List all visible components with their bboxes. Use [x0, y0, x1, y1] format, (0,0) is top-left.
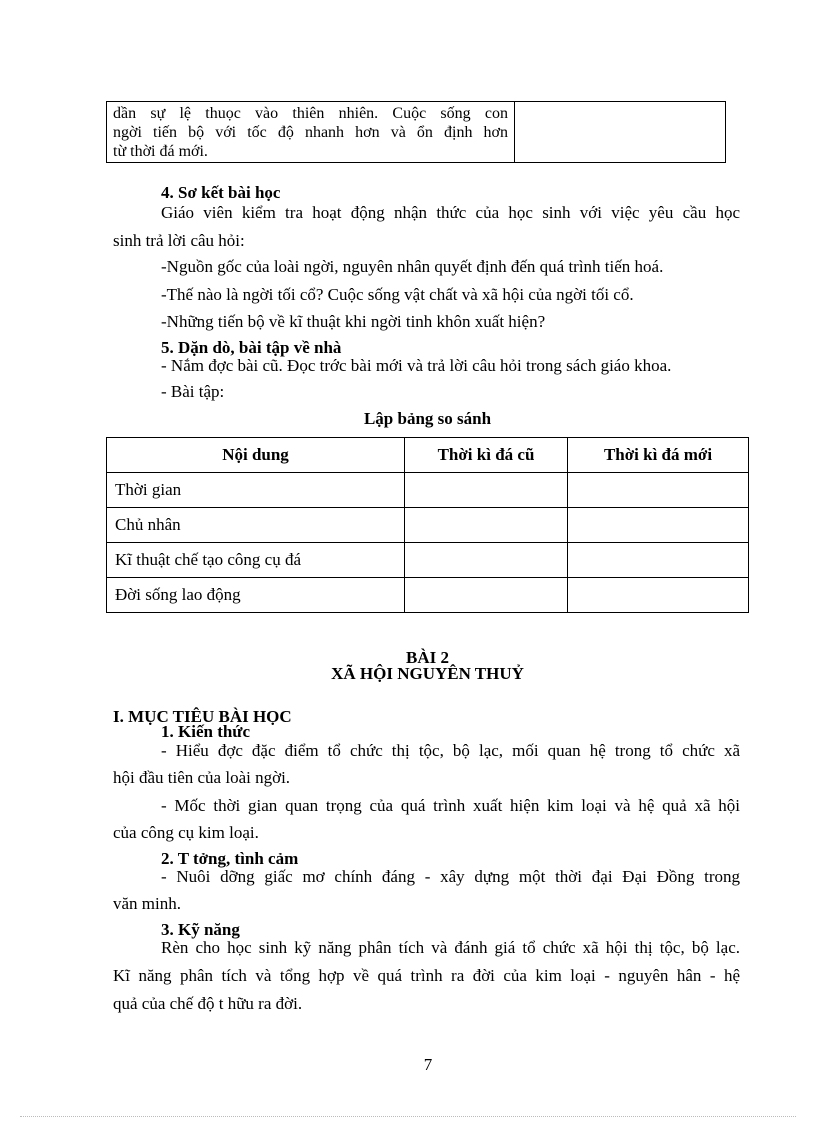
- paragraph-line: Kĩ năng phân tích và tổng hợp về quá trình ra đời của kim loại - nguyên hân - hệ: [113, 966, 740, 985]
- table-row: [107, 543, 749, 578]
- cell-line: ngời tiến bộ với tốc độ nhanh hơn và ổn định hơn: [113, 124, 508, 141]
- section-heading: I. MỤC TIÊU BÀI HỌC: [113, 707, 292, 726]
- table-cell: Đời sống lao động: [107, 578, 405, 613]
- paragraph-line: văn minh.: [113, 894, 181, 913]
- table-cell: [568, 508, 749, 543]
- paragraph-line: Rèn cho học sinh kỹ năng phân tích và đánh giá tổ chức xã hội thị tộc, bộ lạc.: [161, 938, 740, 957]
- lesson-number: BÀI 2: [406, 648, 449, 667]
- table-cell: [405, 543, 568, 578]
- paragraph-line: sinh trả lời câu hỏi:: [113, 231, 245, 250]
- comparison-table: [106, 437, 749, 613]
- cell-line: dần sự lệ thuọc vào thiên nhiên. Cuộc sống con: [113, 105, 508, 122]
- subsection-heading: 3. Kỹ năng: [161, 920, 240, 939]
- paragraph-line: Giáo viên kiểm tra hoạt động nhận thức của học sinh với việc yêu cầu học: [161, 203, 740, 222]
- table-row: [107, 473, 749, 508]
- paragraph-line: - Bài tập:: [161, 382, 225, 401]
- section-heading: 5. Dặn dò, bài tập về nhà: [161, 338, 342, 357]
- table-cell: Chủ nhân: [107, 508, 405, 543]
- table-cell: [568, 543, 749, 578]
- table-header-row: [107, 438, 749, 473]
- question-item: -Nguồn gốc của loài ngời, nguyên nhân quyết định đến quá trình tiến hoá.: [161, 257, 664, 276]
- paragraph-line: của công cụ kim loại.: [113, 823, 259, 842]
- table-header-cell: Thời kì đá cũ: [405, 438, 568, 473]
- table-title: Lập bảng so sánh: [363, 409, 492, 428]
- continuation-cell-left: [107, 102, 515, 163]
- subsection-heading: 2. T tởng, tình cảm: [161, 849, 299, 868]
- page-number: 7: [423, 1055, 433, 1074]
- question-item: -Thế nào là ngời tối cổ? Cuộc sống vật chất và xã hội của ngời tối cổ.: [161, 285, 634, 304]
- table-cell: Kĩ thuật chế tạo công cụ đá: [107, 543, 405, 578]
- table-header-cell: Nội dung: [107, 438, 405, 473]
- table-cell: [405, 473, 568, 508]
- lesson-title: XÃ HỘI NGUYÊN THUỶ: [331, 664, 524, 683]
- page-edge-divider: [20, 1116, 796, 1117]
- question-item: -Những tiến bộ về kĩ thuật khi ngời tinh khôn xuất hiện?: [161, 312, 546, 331]
- table-cell: [568, 473, 749, 508]
- paragraph-line: quả của chế độ t hữu ra đời.: [113, 994, 303, 1013]
- table-header-cell: Thời kì đá mới: [568, 438, 749, 473]
- paragraph-line: - Nắm đợc bài cũ. Đọc trớc bài mới và trả lời câu hỏi trong sách giáo khoa.: [161, 356, 672, 375]
- paragraph-line: - Hiểu đợc đặc điểm tổ chức thị tộc, bộ lạc, mối quan hệ trong tổ chức xã: [161, 741, 740, 760]
- paragraph-line: - Nuôi dỡng giấc mơ chính đáng - xây dựng một thời đại Đại Đồng trong: [161, 867, 740, 886]
- table-row: [107, 578, 749, 613]
- section-heading: 4. Sơ kết bài học: [161, 183, 281, 202]
- cell-line: từ thời đá mới.: [113, 143, 208, 160]
- table-cell: Thời gian: [107, 473, 405, 508]
- continuation-table: [106, 101, 726, 163]
- table-cell: [405, 508, 568, 543]
- table-cell: [568, 578, 749, 613]
- paragraph-line: hội đầu tiên của loài ngời.: [113, 768, 291, 787]
- table-cell: [405, 578, 568, 613]
- table-row: [107, 508, 749, 543]
- subsection-heading: 1. Kiến thức: [161, 722, 251, 741]
- continuation-cell-right: [515, 102, 726, 163]
- paragraph-line: - Mốc thời gian quan trọng của quá trình xuất hiện kim loại và hệ quả xã hội: [161, 796, 740, 815]
